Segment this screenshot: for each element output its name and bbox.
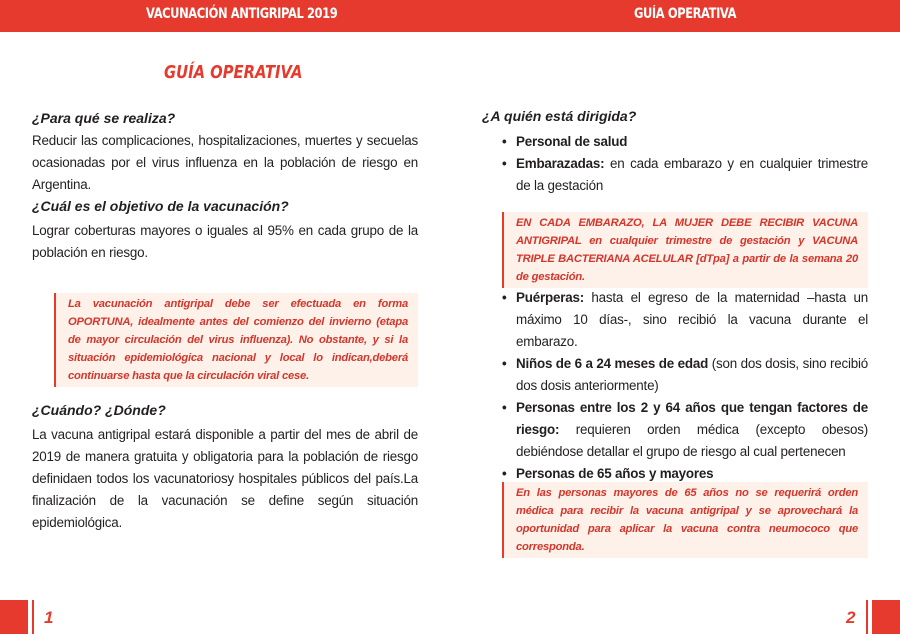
footer-divider-right: [866, 600, 868, 634]
callout-pregnancy: EN CADA EMBARAZO, LA MUJER DEBE RECIBIR VACUNA ANTIGRIPAL en cualquier trimestre de gestación y VACUNA TRIPLE BACTERIANA ACELULAR [dTpa] a partir de la semana 20 de gestación.: [502, 212, 868, 288]
list-item: • Embarazadas: en cada embarazo y en cualquier trimestre de la gestación: [502, 153, 868, 197]
page-number-right: 2: [846, 608, 856, 627]
header-right-title: GUÍA OPERATIVA: [634, 6, 737, 22]
answer-when-where: La vacuna antigripal estará disponible a partir del mes de abril de 2019 de manera gratuita y obligatoria para la población de riesgo definidaen todos los vacunatoriosy hospitales públicos del país.La finalización de la vacunación se define según situación epidemiológica.: [32, 427, 418, 530]
target-list-1: [502, 131, 868, 197]
footer-corner-left: [0, 600, 28, 634]
footer-divider-left: [32, 600, 34, 634]
list-item: • Personal de salud: [502, 131, 868, 153]
page-title: GUÍA OPERATIVA: [164, 62, 303, 83]
header-bar: [0, 0, 900, 32]
list-item: • Personas entre los 2 y 64 años que tengan factores de riesgo: requieren orden médica (excepto obesos) debiéndose detallar el grupo de riesgo al cual pertenecen: [502, 397, 868, 463]
callout-elderly: En las personas mayores de 65 años no se requerirá orden médica para recibir la vacuna antigripal y se aprovechará la oportunidad para aplicar la vacuna contra neumococo que corresponda.: [502, 482, 868, 558]
header-left-title: VACUNACIÓN ANTIGRIPAL 2019: [146, 6, 338, 22]
answer-objective: Lograr coberturas mayores o iguales al 95% en cada grupo de la población en riesgo.: [32, 223, 418, 260]
list-item: • Niños de 6 a 24 meses de edad (son dos dosis, sino recibió dos dosis anteriormente): [502, 353, 868, 397]
question-objective: ¿Cuál es el objetivo de la vacunación?: [32, 198, 289, 214]
page-number-left: 1: [44, 608, 54, 627]
question-purpose: ¿Para qué se realiza?: [32, 110, 176, 126]
answer-purpose: Reducir las complicaciones, hospitalizaciones, muertes y secuelas ocasionadas por el virus influenza en la población de riesgo en Argentina.: [32, 133, 418, 192]
list-item: • Personas de 65 años y mayores: [502, 463, 868, 485]
question-when-where: ¿Cuándo? ¿Dónde?: [32, 402, 166, 418]
callout-opportune: La vacunación antigripal debe ser efectuada en forma OPORTUNA, idealmente antes del comienzo del invierno (etapa de mayor circulación del virus influenza). No obstante, y si la situación epidemiológica nacional y local lo indican,deberá continuarse hasta que la circulación viral cese.: [54, 293, 418, 387]
footer-corner-right: [872, 600, 900, 634]
question-target: ¿A quién está dirigida?: [482, 108, 637, 124]
list-item: • Puérperas: hasta el egreso de la maternidad –hasta un máximo 10 días-, sino recibió la vacuna durante el embarazo.: [502, 287, 868, 353]
target-list-2: [502, 287, 868, 485]
